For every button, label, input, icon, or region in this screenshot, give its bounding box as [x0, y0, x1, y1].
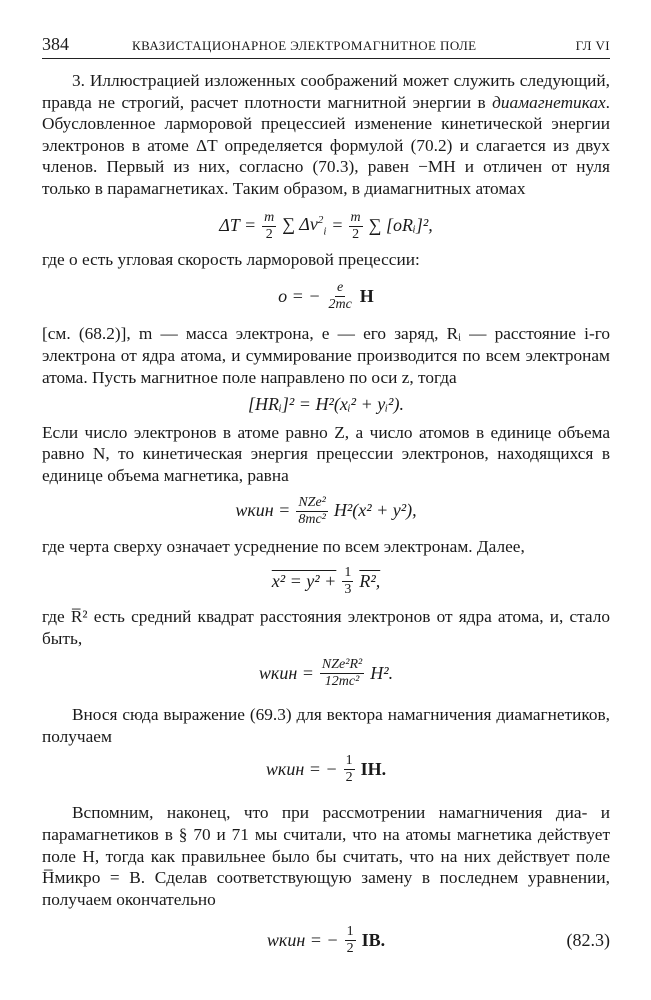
running-title: КВАЗИСТАЦИОНАРНОЕ ЭЛЕКТРОМАГНИТНОЕ ПОЛЕ — [132, 38, 477, 53]
formula-w-kin-2: wкин = $\frac{\text{NZe²R²}}{\text{12mc²}}$ H². — [258, 657, 394, 690]
formula-mean-squares: x² = y² + $\frac{1}{3}$ R², — [271, 565, 381, 598]
paragraph-7: Внося сюда выражение (69.3) для вектора намагничения диамагнетиков, получаем — [42, 705, 610, 746]
paragraph-6: где R̅² есть средний квадрат расстояния электронов от ядра атома, и, стало быть, — [42, 607, 610, 648]
equation-number: (82.3) — [566, 930, 610, 951]
formula-larmor-omega: o = − $\frac{e}{2mc}$ H — [278, 280, 374, 313]
formula-w-kin-ih: wкин = − $\frac{1}{2}$ IH. — [265, 753, 387, 786]
formula-82-3: wкин = − $\frac{1}{2}$ IB. (82.3) — [266, 924, 610, 957]
paragraph-1: 3. Иллюстрацией изложенных соображений может служить следующий, правда не строгий, расчет плотности магнитной энергии в диамагнетиках. Обусловленное ларморовой прецессией изменение кинетической энергии электронов в атоме ΔT определяется формулой (70.2) и слагается из двух членов. Первый из них, согласно (70.3), равен −MH и отличен от нуля только в парамагнетиках. Таким образом, в диамагнитных атомах — [42, 71, 610, 198]
paragraph-3: [см. (68.2)], m — масса электрона, e — его заряд, Rᵢ — расстояние i-го электрона от ядра атома, и суммирование производится по всем электронам атома. Пусть магнитное поле направлено по оси z, тогда — [42, 324, 610, 387]
term-diamagnetics: диамагнетиках — [492, 92, 606, 112]
chapter-label: ГЛ VI — [575, 38, 610, 53]
formula-hr-squared: [HRᵢ]² = H²(xᵢ² + yᵢ²). — [248, 394, 404, 415]
formula-delta-t: ΔT = $\frac{m}{2}$ ∑ $\Delta v^2_i$ = $\frac{m}{2}$ ∑ [oRᵢ]², — [219, 209, 433, 242]
formula-w-kin-1: wкин = $\frac{\text{NZe²}}{\text{8mc²}}$ H²(x² + y²), — [235, 494, 417, 527]
paragraph-8: Вспомним, наконец, что при рассмотрении намагничения диа- и парамагнетиков в § 70 и 71 мы считали, что на атомы магнетика действует поле H, тогда как правильнее было бы считать, что на них действует поле H̅микро = B. Сделав соответствующую замену в последнем уравнении, получаем окончательно — [42, 803, 610, 909]
paragraph-5: где черта сверху означает усреднение по всем электронам. Далее, — [42, 536, 525, 556]
paragraph-4: Если число электронов в атоме равно Z, а число атомов в единице объема равно N, то кинетическая энергия прецессии электронов, находящихся в единице объема магнетика, равна — [42, 422, 610, 485]
page-body — [42, 70, 610, 963]
page-number: 384 — [42, 34, 69, 54]
paragraph-2: где o есть угловая скорость ларморовой прецессии: — [42, 249, 420, 269]
page-header — [42, 32, 610, 59]
